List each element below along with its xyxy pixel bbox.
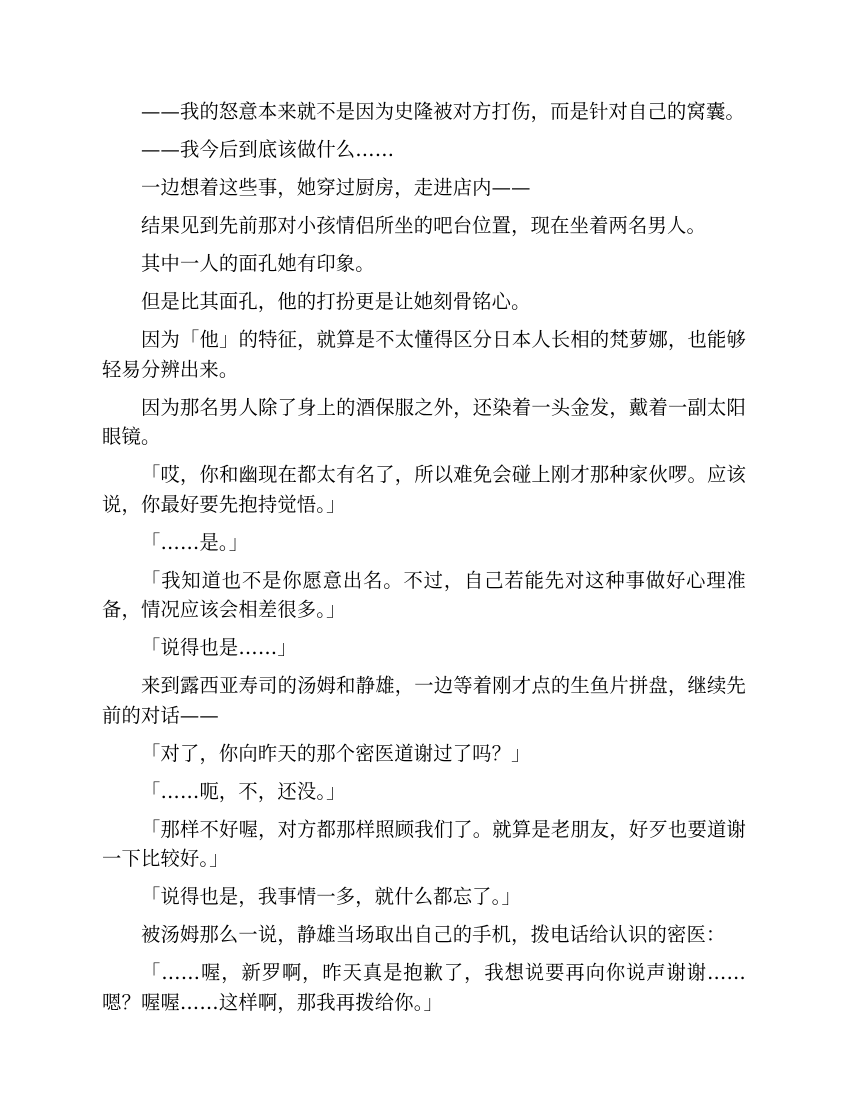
paragraph: 一边想着这些事，她穿过厨房，走进店内—— [141, 176, 531, 199]
dialogue-paragraph: 「说得也是……」 [141, 636, 297, 659]
dialogue-paragraph: 「……喔，新罗啊，昨天真是抱歉了，我想说要再向你说声谢谢……嗯？喔喔……这样啊，那我再拨给你。」 [102, 961, 746, 1014]
dialogue-paragraph: 「那样不好喔，对方都那样照顾我们了。就算是老朋友，好歹也要道谢一下比较好。」 [102, 817, 746, 870]
paragraph: 因为「他」的特征，就算是不太懂得区分日本人长相的梵萝娜，也能够轻易分辨出来。 [102, 328, 746, 381]
dialogue-paragraph: 「对了，你向昨天的那个密医道谢过了吗？」 [141, 741, 531, 765]
paragraph: 被汤姆那么一说，静雄当场取出自己的手机，拨电话给认识的密医： [141, 923, 726, 946]
paragraph: 结果见到先前那对小孩情侣所坐的吧台位置，现在坐着两名男人。 [141, 214, 706, 237]
paragraph: ——我的怒意本来就不是因为史隆被对方打伤，而是针对自己的窝囊。 [141, 100, 745, 123]
paragraph: 其中一人的面孔她有印象。 [141, 252, 375, 275]
dialogue-paragraph: 「说得也是，我事情一多，就什么都忘了。」 [141, 885, 521, 908]
paragraph: ——我今后到底该做什么…… [141, 138, 395, 161]
paragraph: 因为那名男人除了身上的酒保服之外，还染着一头金发，戴着一副太阳眼镜。 [102, 395, 746, 448]
paragraph: 来到露西亚寿司的汤姆和静雄，一边等着刚才点的生鱼片拼盘，继续先前的对话—— [102, 674, 746, 727]
dialogue-paragraph: 「……是。」 [141, 530, 249, 554]
paragraph: 但是比其面孔，他的打扮更是让她刻骨铭心。 [141, 290, 531, 313]
dialogue-paragraph: 「……呃，不，还没。」 [141, 779, 346, 803]
dialogue-paragraph: 「哎，你和幽现在都太有名了，所以难免会碰上刚才那种家伙啰。应该说，你最好要先抱持觉悟。」 [102, 463, 746, 516]
dialogue-paragraph: 「我知道也不是你愿意出名。不过，自己若能先对这种事做好心理准备，情况应该会相差很多。」 [102, 568, 746, 621]
